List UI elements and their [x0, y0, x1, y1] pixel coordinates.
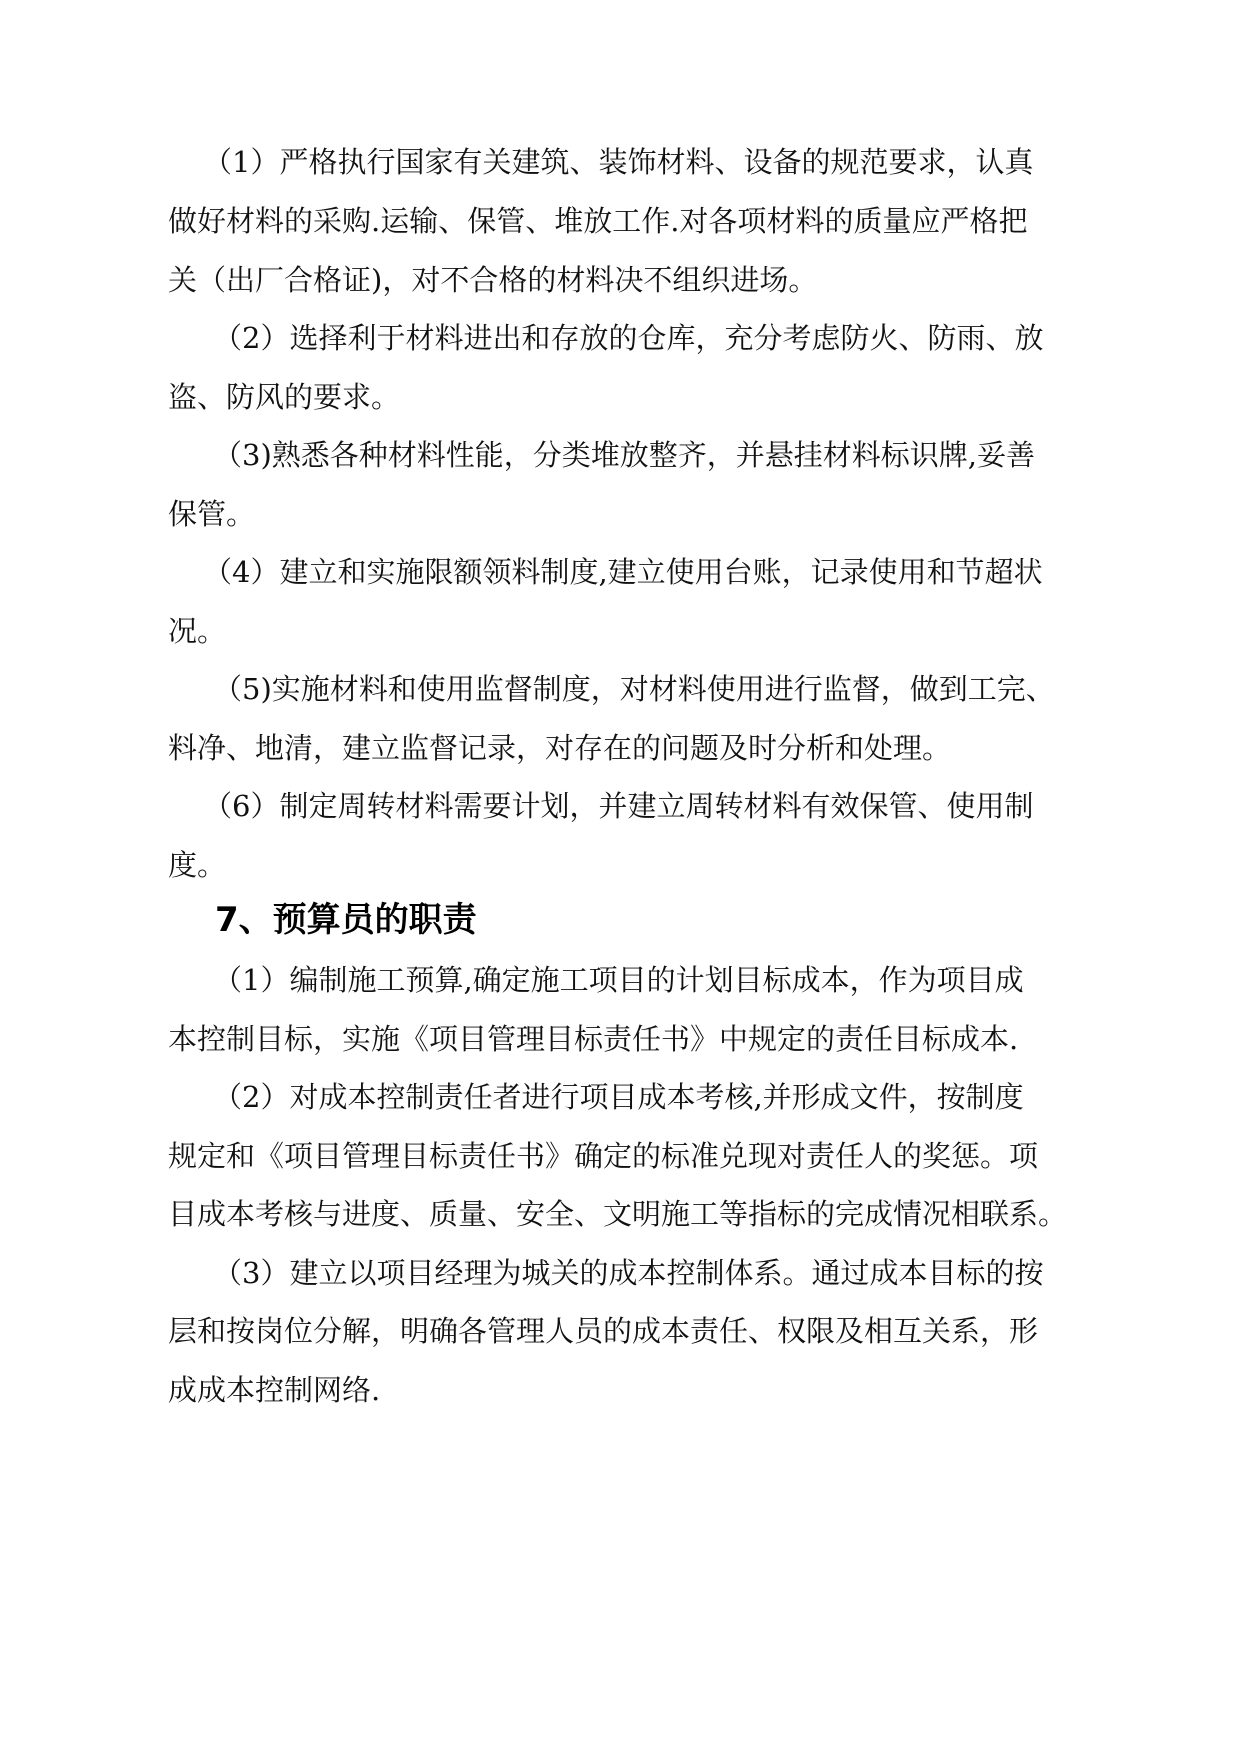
section-heading: 7、预算员的职责	[215, 900, 477, 940]
duty-3-line-1: （3）建立以项目经理为城关的成本控制体系。通过成本目标的按	[213, 1256, 1044, 1290]
duty-1-line-2: 本控制目标，实施《项目管理目标责任书》中规定的责任目标成本.	[168, 1022, 1019, 1056]
paragraph-5-line-2: 料净、地清，建立监督记录，对存在的问题及时分析和处理。	[168, 731, 952, 765]
paragraph-4-line-1: （4）建立和实施限额领料制度,建立使用台账，记录使用和节超状	[203, 555, 1043, 589]
duty-2-line-3: 目成本考核与进度、质量、安全、文明施工等指标的完成情况相联系。	[168, 1197, 1068, 1231]
paragraph-3-line-1: （3)熟悉各种材料性能，分类堆放整齐，并悬挂材料标识牌,妥善	[213, 438, 1035, 472]
duty-3-line-2: 层和按岗位分解，明确各管理人员的成本责任、权限及相互关系，形	[168, 1314, 1039, 1348]
paragraph-1-line-3: 关（出厂合格证)，对不合格的材料决不组织进场。	[168, 263, 818, 297]
paragraph-6-line-1: （6）制定周转材料需要计划，并建立周转材料有效保管、使用制	[203, 789, 1034, 823]
duty-1-line-1: （1）编制施工预算,确定施工项目的计划目标成本，作为项目成	[213, 963, 1024, 997]
paragraph-2-line-1: （2）选择利于材料进出和存放的仓库，充分考虑防火、防雨、放	[213, 321, 1044, 355]
paragraph-5-line-1: （5)实施材料和使用监督制度，对材料使用进行监督，做到工完、	[213, 672, 1055, 706]
paragraph-2-line-2: 盗、防风的要求。	[168, 380, 401, 414]
paragraph-1-line-1: （1）严格执行国家有关建筑、装饰材料、设备的规范要求，认真	[203, 145, 1034, 179]
duty-2-line-2: 规定和《项目管理目标责任书》确定的标准兑现对责任人的奖惩。项	[168, 1139, 1039, 1173]
paragraph-1-line-2: 做好材料的采购.运输、保管、堆放工作.对各项材料的质量应严格把	[168, 204, 1028, 238]
duty-3-line-3: 成成本控制网络.	[168, 1373, 381, 1407]
paragraph-3-line-2: 保管。	[168, 497, 256, 531]
duty-2-line-1: （2）对成本控制责任者进行项目成本考核,并形成文件，按制度	[213, 1080, 1024, 1114]
paragraph-4-line-2: 况。	[168, 614, 227, 648]
paragraph-6-line-2: 度。	[168, 848, 227, 882]
